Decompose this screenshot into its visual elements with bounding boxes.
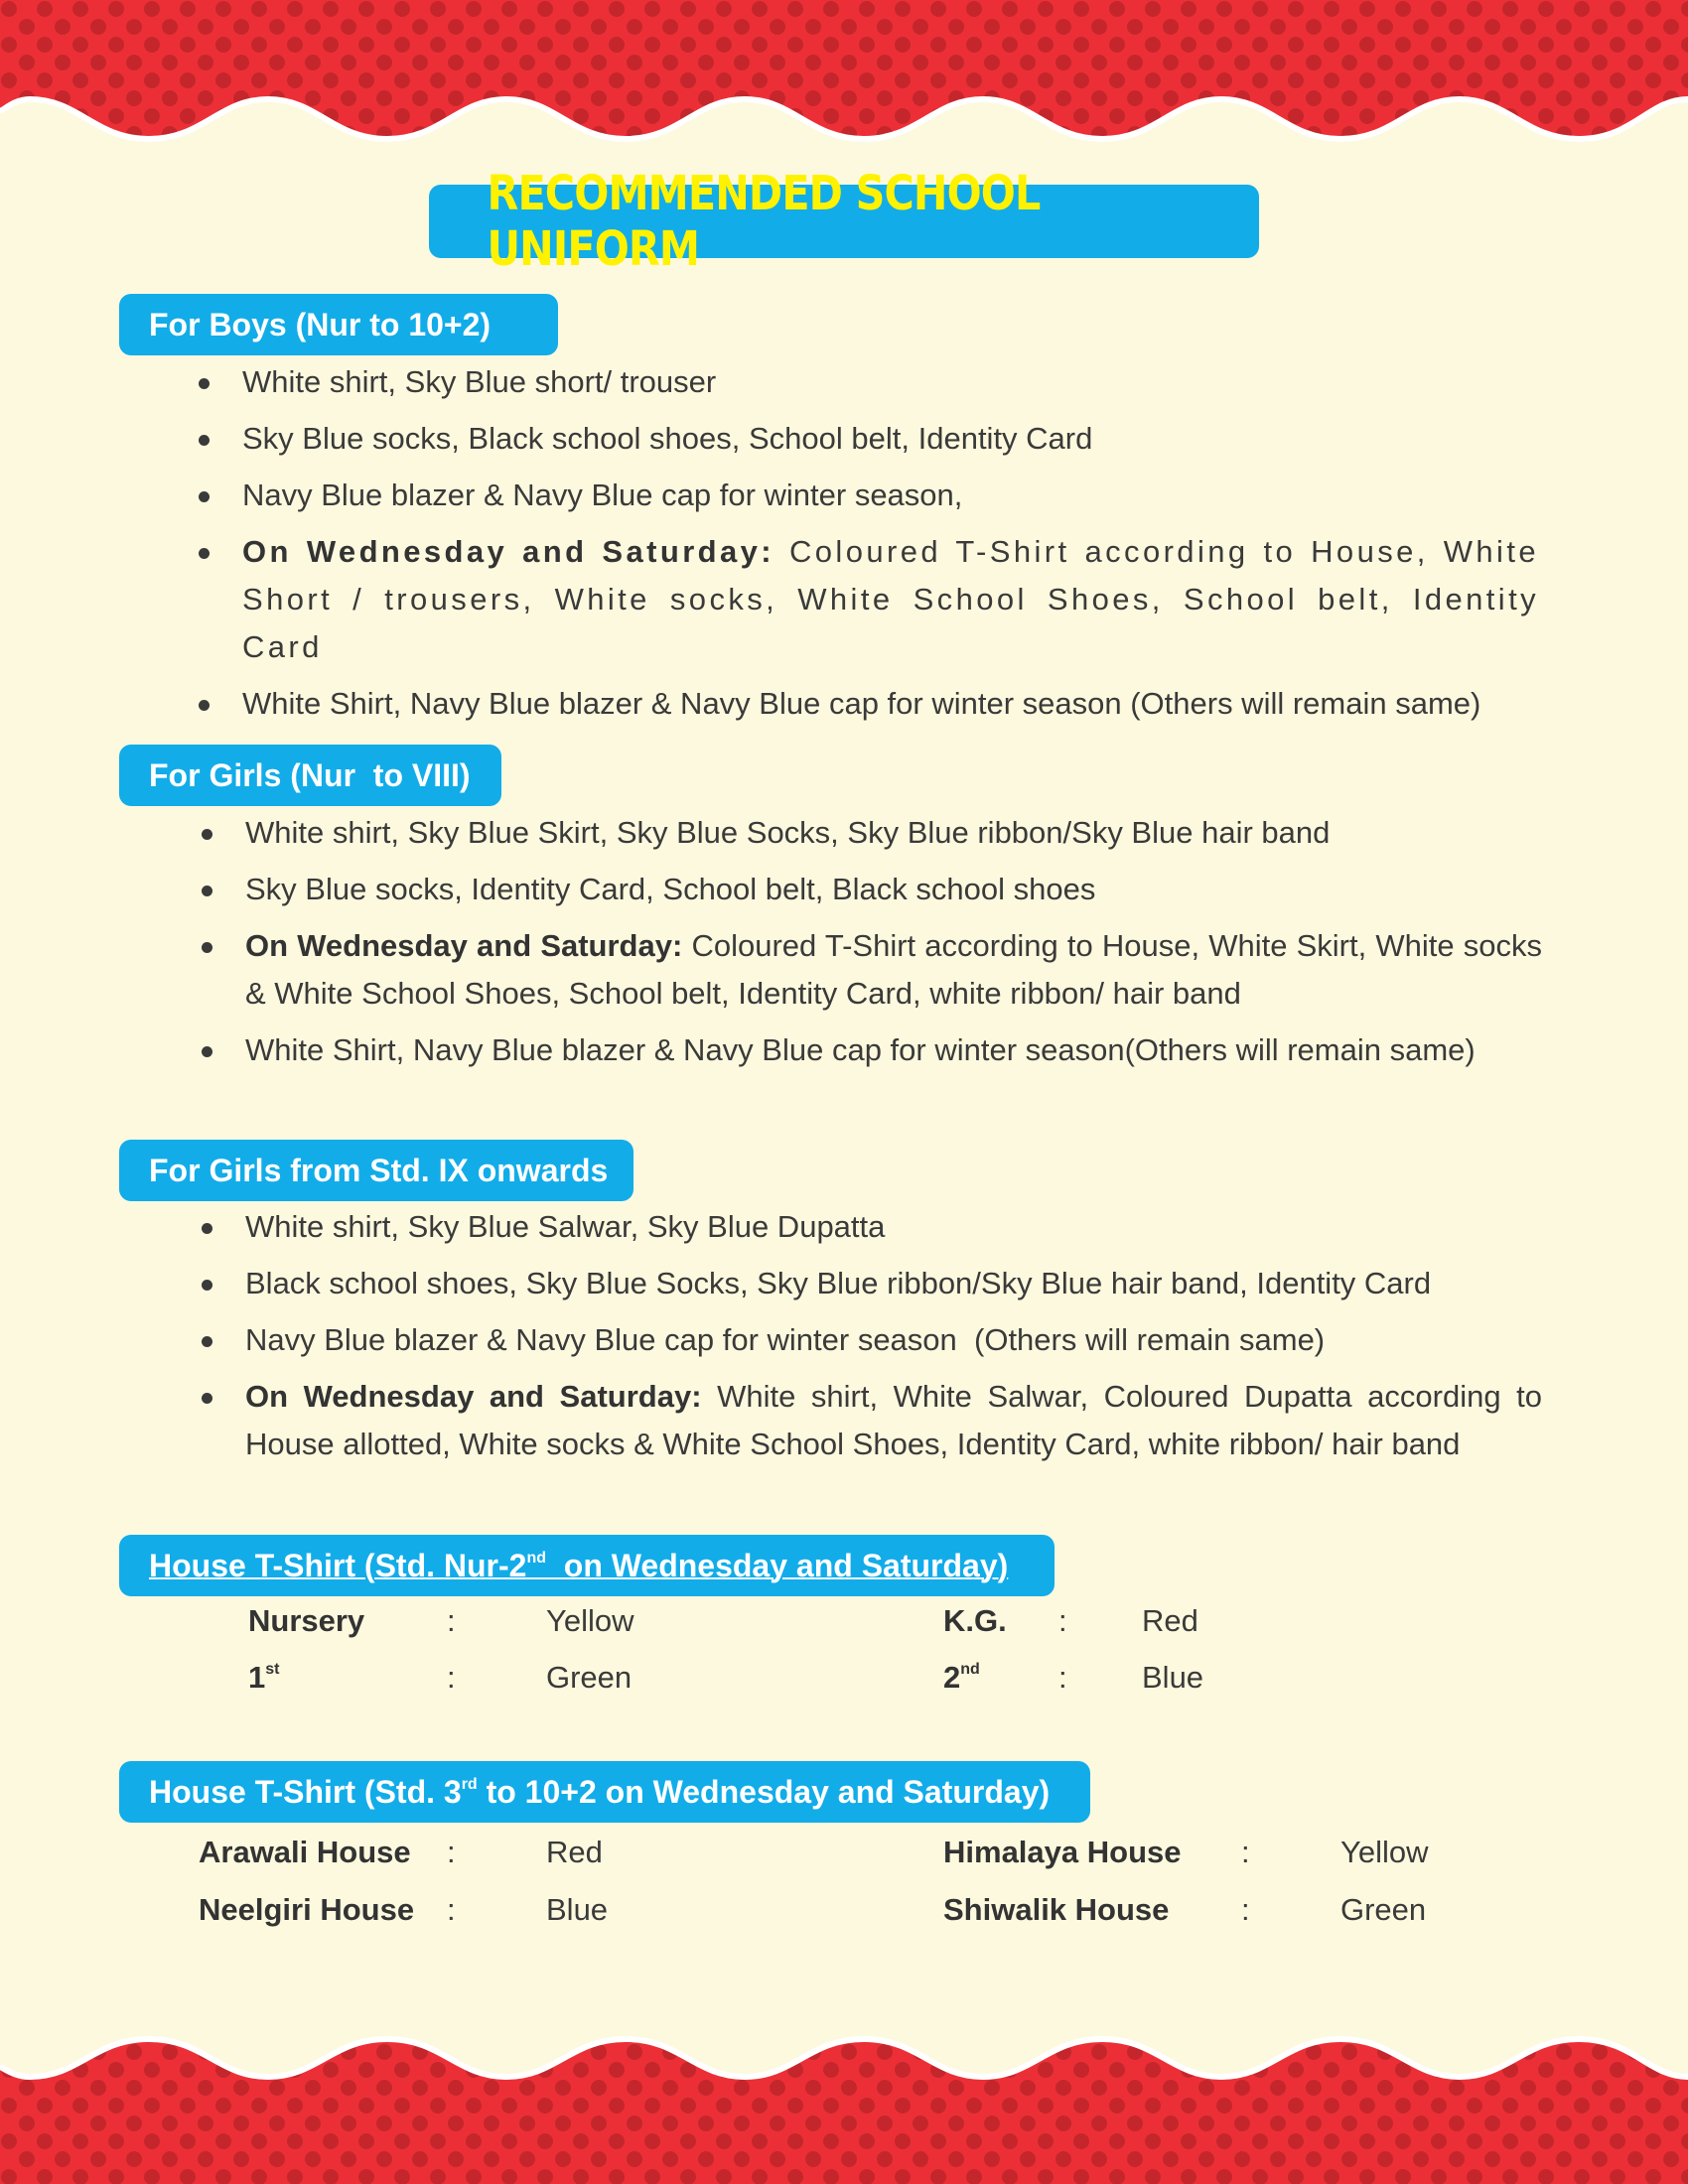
list-item: On Wednesday and Saturday: Coloured T-Shirt according to House, White Short / trousers, White socks, White School Shoes, School belt, Identity Card — [199, 528, 1539, 671]
bullet-icon — [202, 1046, 212, 1057]
section-header-girls-junior — [119, 745, 501, 806]
bullet-icon — [202, 942, 212, 953]
list-item: Black school shoes, Sky Blue Socks, Sky Blue ribbon/Sky Blue hair band, Identity Card — [202, 1260, 1542, 1307]
list-item: White shirt, Sky Blue short/ trouser — [199, 358, 1539, 406]
page-title-banner — [429, 166, 1259, 277]
bullet-icon — [202, 886, 212, 896]
boys-uniform-list — [199, 358, 1539, 737]
bullet-icon — [199, 491, 210, 502]
list-item: Sky Blue socks, Black school shoes, School belt, Identity Card — [199, 415, 1539, 463]
section-header-girls-junior-label: For Girls (Nur to VIII) — [149, 756, 471, 793]
list-item: On Wednesday and Saturday: Coloured T-Shirt according to House, White Skirt, White socks & White School Shoes, School belt, Identity Card, white ribbon/ hair band — [202, 922, 1542, 1018]
bullet-icon — [202, 1280, 212, 1291]
page-title: RECOMMENDED SCHOOL UNIFORM — [487, 166, 1041, 277]
bullet-icon — [199, 378, 210, 389]
bullet-icon — [202, 829, 212, 840]
section-header-boys-label: For Boys (Nur to 10+2) — [149, 306, 492, 342]
bullet-icon — [202, 1393, 212, 1404]
house-junior-row: Nursery : Yellow K.G. : Red — [248, 1603, 1198, 1638]
top-wavy-border — [0, 0, 1688, 159]
house-junior-row: 1st : Green 2nd : Blue — [248, 1660, 1204, 1695]
list-item: Sky Blue socks, Identity Card, School belt, Black school shoes — [202, 866, 1542, 913]
bullet-icon — [199, 435, 210, 446]
list-item: Navy Blue blazer & Navy Blue cap for winter season (Others will remain same) — [202, 1316, 1542, 1364]
list-item: On Wednesday and Saturday: White shirt, White Salwar, Coloured Dupatta according to House allotted, White socks & White School Shoes, Identity Card, white ribbon/ hair band — [202, 1373, 1542, 1468]
bullet-icon — [202, 1336, 212, 1347]
list-item: White Shirt, Navy Blue blazer & Navy Blue cap for winter season (Others will remain same) — [199, 680, 1539, 728]
list-item: White shirt, Sky Blue Skirt, Sky Blue Socks, Sky Blue ribbon/Sky Blue hair band — [202, 809, 1542, 857]
section-header-girls-senior — [119, 1140, 633, 1201]
section-header-girls-senior-label: For Girls from Std. IX onwards — [149, 1152, 609, 1188]
section-header-house-senior-label: House T-Shirt (Std. 3rd to 10+2 on Wednesday and Saturday) — [149, 1773, 1051, 1810]
bullet-icon — [199, 548, 210, 559]
section-header-boys — [119, 294, 558, 355]
list-item: White shirt, Sky Blue Salwar, Sky Blue Dupatta — [202, 1203, 1542, 1251]
bottom-wavy-border — [0, 2025, 1688, 2184]
list-item: White Shirt, Navy Blue blazer & Navy Blue cap for winter season(Others will remain same) — [202, 1026, 1542, 1074]
section-header-house-junior — [119, 1535, 1055, 1596]
section-header-house-senior — [119, 1761, 1090, 1823]
section-header-house-junior-label: House T-Shirt (Std. Nur-2nd on Wednesday and Saturday) — [149, 1547, 1009, 1583]
house-senior-row: Arawali House : Red Himalaya House : Yellow — [199, 1835, 1429, 1869]
house-senior-row: Neelgiri House : Blue Shiwalik House : Green — [199, 1892, 1427, 1927]
bullet-icon — [199, 700, 210, 711]
bullet-icon — [202, 1223, 212, 1234]
girls-junior-uniform-list — [202, 809, 1542, 1083]
list-item: Navy Blue blazer & Navy Blue cap for winter season, — [199, 472, 1539, 519]
girls-senior-uniform-list — [202, 1203, 1542, 1477]
